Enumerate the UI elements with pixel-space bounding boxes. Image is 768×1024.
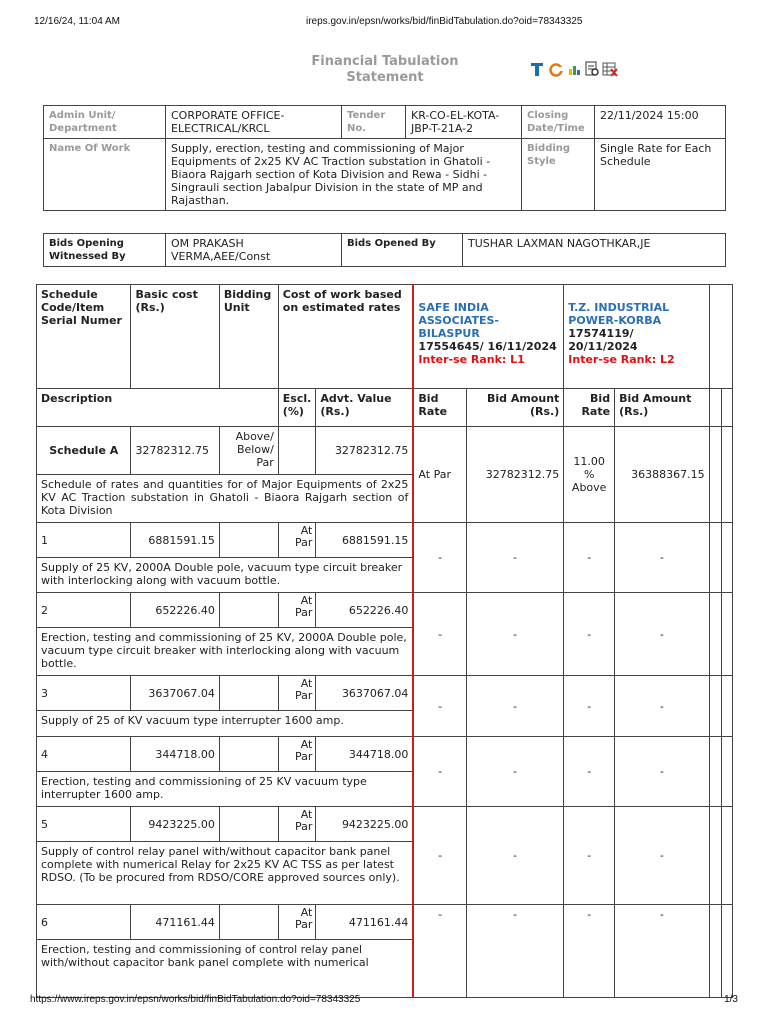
item-serial: 2 (37, 593, 131, 628)
item-escl: At Par (278, 676, 316, 711)
witness-label: Bids Opening Witnessed By (44, 234, 166, 267)
bidder-2-item-rate: - (564, 523, 615, 593)
bidder-1-item-rate: - (413, 676, 466, 737)
admin-unit-value: CORPORATE OFFICE-ELECTRICAL/KRCL (166, 106, 342, 139)
item-basic: 3637067.04 (131, 676, 219, 711)
col-cost-header: Cost of work based on estimated rates (278, 285, 413, 389)
item-advt: 344718.00 (316, 737, 414, 772)
col-unit-header: Bidding Unit (219, 285, 278, 389)
opened-by-label: Bids Opened By (342, 234, 463, 267)
item-serial: 3 (37, 676, 131, 711)
bidder-2-item-amount: - (615, 905, 710, 998)
print-timestamp: 12/16/24, 11:04 AM (34, 16, 120, 27)
col-advt-header: Advt. Value (Rs.) (316, 389, 414, 427)
bidder-2-header (564, 285, 709, 389)
name-of-work-label: Name Of Work (44, 139, 166, 211)
bidder-2-item-rate: - (564, 676, 615, 737)
bidder-2-schedule-amount: 36388367.15 (615, 427, 710, 523)
item-advt: 6881591.15 (316, 523, 414, 558)
item-row (37, 807, 733, 842)
schedule-code: Schedule A (37, 427, 131, 475)
bidder-2-schedule-rate: 11.00 % Above (564, 427, 615, 523)
export-toolbar (530, 60, 618, 78)
item-description: Erection, testing and commissioning of 25 KV, 2000A Double pole, vacuum type circuit breaker with interlocking along with vacuum bottle. (37, 628, 414, 676)
item-basic: 652226.40 (131, 593, 219, 628)
schedule-description: Schedule of rates and quantities for of Major Equipments of 2x25 KV AC Traction substation in Ghatoli - Biaora Rajgarh section of Kota Division (37, 475, 414, 523)
item-escl: At Par (278, 737, 316, 772)
refresh-icon[interactable] (548, 61, 564, 77)
bidder-1-item-amount: - (466, 807, 564, 905)
item-escl: At Par (278, 593, 316, 628)
bidder-2-item-rate: - (564, 737, 615, 807)
bidder-1-rate-header: Bid Rate (413, 389, 466, 427)
bidder-1-item-amount: - (466, 593, 564, 676)
bidder-2-item-amount: - (615, 737, 710, 807)
opened-by-value: TUSHAR LAXMAN NAGOTHKAR,JE (463, 234, 726, 267)
bidder-2-bid: 17574119/ 20/11/2024 (568, 327, 638, 353)
bidder-2-item-amount: - (615, 807, 710, 905)
item-basic: 344718.00 (131, 737, 219, 772)
excel-export-icon[interactable] (602, 61, 618, 77)
bidder-2-item-rate: - (564, 807, 615, 905)
item-serial: 4 (37, 737, 131, 772)
bidder-1-item-amount: - (466, 737, 564, 807)
item-advt: 3637067.04 (316, 676, 414, 711)
item-advt: 9423225.00 (316, 807, 414, 842)
bidder-1-item-rate: - (413, 807, 466, 905)
schedule-advt: 32782312.75 (316, 427, 414, 475)
print-footer (0, 994, 768, 1008)
bidder-1-item-amount: - (466, 905, 564, 998)
item-description: Erection, testing and commissioning of 25 KV vacuum type interrupter 1600 amp. (37, 772, 414, 807)
page-number: 1/3 (724, 994, 738, 1005)
item-row (37, 593, 733, 628)
bidder-1-amount-header: Bid Amount (Rs.) (466, 389, 564, 427)
chart-icon[interactable] (566, 61, 582, 77)
item-row (37, 905, 733, 940)
bidder-2-rate-header: Bid Rate (564, 389, 615, 427)
bidder-1-bid: 17554645/ 16/11/2024 (418, 340, 557, 353)
print-header (0, 16, 768, 30)
closing-date-value: 22/11/2024 15:00 (595, 106, 726, 139)
item-description: Supply of 25 KV, 2000A Double pole, vacuum type circuit breaker with interlocking along with vacuum bottle. (37, 558, 414, 593)
tender-no-value: KR-CO-EL-KOTA-JBP-T-21A-2 (406, 106, 522, 139)
item-advt: 652226.40 (316, 593, 414, 628)
item-basic: 6881591.15 (131, 523, 219, 558)
bidder-1-rank: Inter-se Rank: L1 (418, 353, 525, 366)
item-description: Erection, testing and commissioning of control relay panel with/without capacitor bank panel complete with numerical (37, 940, 414, 998)
schedule-unit: Above/ Below/ Par (219, 427, 278, 475)
col-basic-header: Basic cost (Rs.) (131, 285, 219, 389)
bidder-2-item-amount: - (615, 523, 710, 593)
item-escl: At Par (278, 523, 316, 558)
bidding-style-label: Bidding Style (522, 139, 595, 211)
name-of-work-value: Supply, erection, testing and commissioning of Major Equipments of 2x25 KV AC Traction substation in Ghatoli - Biaora Rajgarh section of Kota Division and Rewa - Sidhi - Singrauli section Jabalpur Division in the state of MP and Rajasthan. (166, 139, 522, 211)
bidder-1-schedule-rate: At Par (413, 427, 466, 523)
bidder-2-amount-header: Bid Amount (Rs.) (615, 389, 710, 427)
bidding-style-value: Single Rate for Each Schedule (595, 139, 726, 211)
bidder-2-item-amount: - (615, 593, 710, 676)
item-row (37, 523, 733, 558)
item-row (37, 737, 733, 772)
bid-opening-table (43, 233, 726, 267)
tabulation-table (36, 284, 733, 998)
item-description: Supply of 25 of KV vacuum type interrupter 1600 amp. (37, 711, 414, 737)
witness-value: OM PRAKASH VERMA,AEE/Const (166, 234, 342, 267)
bidder-2-name: T.Z. INDUSTRIAL POWER-KORBA (568, 301, 670, 327)
item-basic: 9423225.00 (131, 807, 219, 842)
bidder-1-name: SAFE INDIA ASSOCIATES-BILASPUR (418, 301, 499, 340)
col-schedule-header: Schedule Code/Item Serial Numer (37, 285, 131, 389)
col-description-header: Description (37, 389, 279, 427)
bidder-1-item-amount: - (466, 523, 564, 593)
item-escl: At Par (278, 905, 316, 940)
bidder-1-schedule-amount: 32782312.75 (466, 427, 564, 523)
bidder-2-rank: Inter-se Rank: L2 (568, 353, 675, 366)
bidder-1-header (413, 285, 563, 389)
schedule-basic: 32782312.75 (131, 427, 219, 475)
col-escl-header: Escl. (%) (278, 389, 316, 427)
item-advt: 471161.44 (316, 905, 414, 940)
bidder-2-item-rate: - (564, 905, 615, 998)
document-search-icon[interactable] (584, 61, 600, 77)
bidder-1-item-rate: - (413, 737, 466, 807)
page-title: Financial Tabulation Statement (311, 54, 459, 85)
item-description: Supply of control relay panel with/without capacitor bank panel complete with numerical Relay for 2x25 KV AC TSS as per latest RDSO. (To be procured from RDSO/CORE approved sources only). (37, 842, 414, 905)
item-escl: At Par (278, 807, 316, 842)
bidder-1-item-rate: - (413, 523, 466, 593)
bidder-2-item-amount: - (615, 676, 710, 737)
admin-unit-label: Admin Unit/ Department (44, 106, 166, 139)
tender-no-label: Tender No. (342, 106, 406, 139)
bidder-1-item-rate: - (413, 905, 466, 998)
item-serial: 5 (37, 807, 131, 842)
closing-date-label: Closing Date/Time (522, 106, 595, 139)
bidder-1-item-rate: - (413, 593, 466, 676)
bidder-2-item-rate: - (564, 593, 615, 676)
item-serial: 6 (37, 905, 131, 940)
blank-header-cell (709, 285, 732, 389)
print-footer-url: https://www.ireps.gov.in/epsn/works/bid/finBidTabulation.do?oid=78343325 (30, 994, 361, 1005)
t-logo-icon[interactable] (530, 61, 546, 77)
bidder-1-item-amount: - (466, 676, 564, 737)
item-row (37, 676, 733, 711)
tender-info-table (43, 105, 726, 211)
item-basic: 471161.44 (131, 905, 219, 940)
item-serial: 1 (37, 523, 131, 558)
print-header-url: ireps.gov.in/epsn/works/bid/finBidTabulation.do?oid=78343325 (306, 16, 583, 27)
